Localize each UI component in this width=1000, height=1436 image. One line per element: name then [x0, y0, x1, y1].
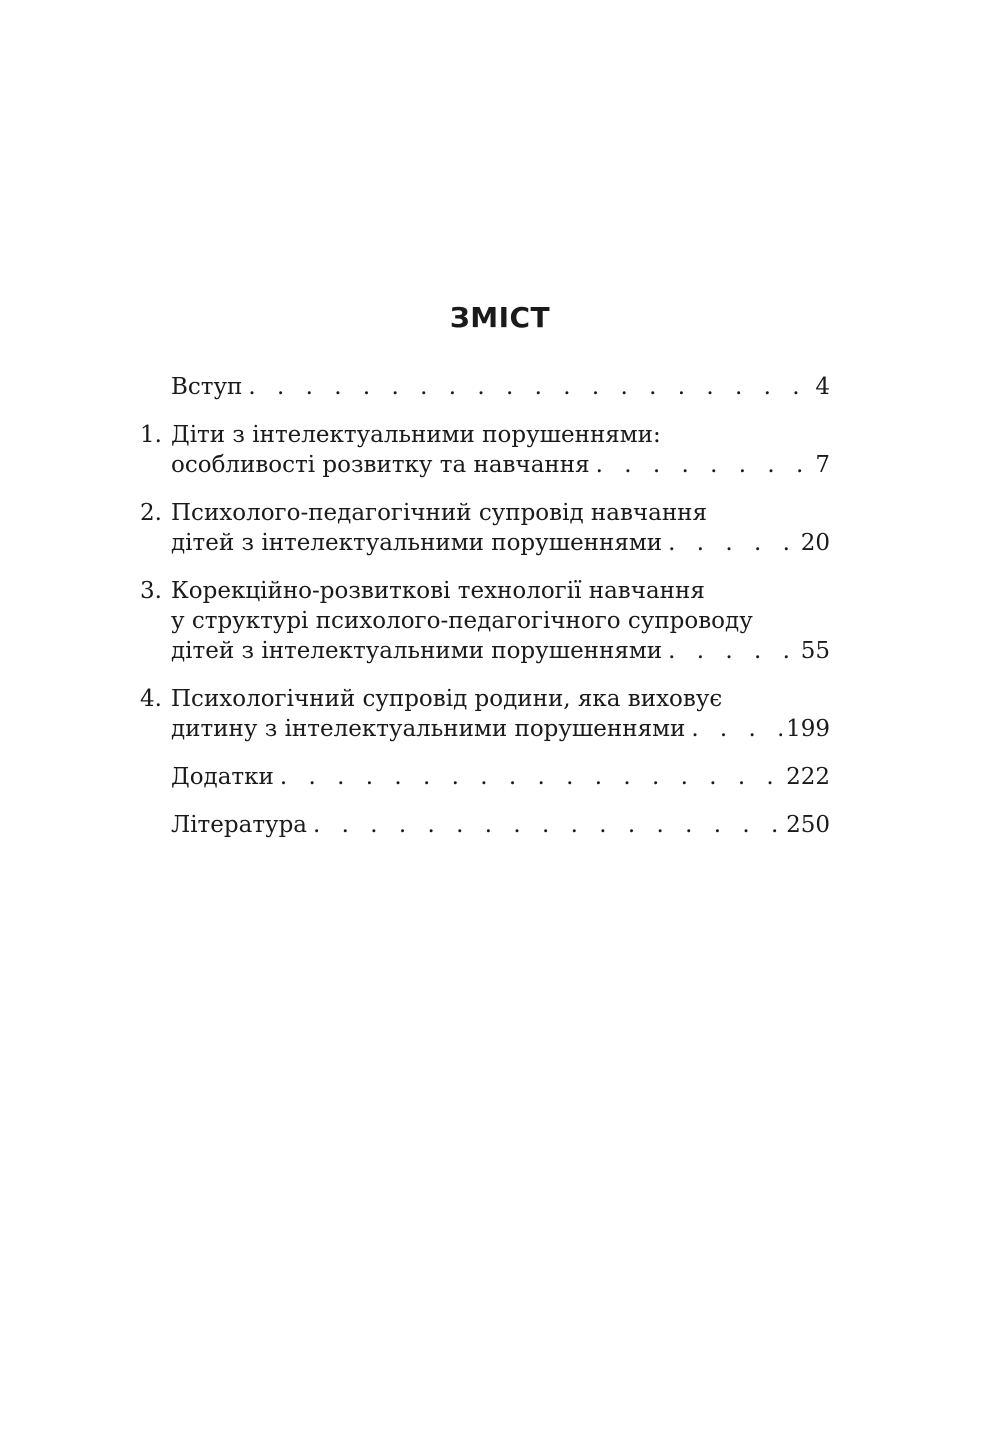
dot-leader	[662, 528, 797, 558]
toc-entry-title-line: дітей з інтелектуальними порушеннями	[171, 638, 663, 664]
toc-entry-chapter-3[interactable]	[140, 576, 830, 666]
toc-entry-title-line: Психолого-педагогічний супровід навчання	[171, 500, 708, 526]
toc-entry-title-line: Додатки	[171, 764, 274, 790]
toc-chapter-number: 3.	[140, 578, 162, 604]
dot-leader	[590, 450, 812, 480]
toc-chapter-number: 4.	[140, 686, 162, 712]
toc-page-number: 7	[815, 452, 830, 478]
toc-entry-title-line: у структурі психолого-педагогічного супроводу	[171, 608, 753, 634]
toc-entry-title-line: особливості розвитку та навчання	[171, 452, 590, 478]
toc-entry-title-line: дитину з інтелектуальними порушеннями	[171, 716, 686, 742]
toc-entry-title-line: дітей з інтелектуальними порушеннями	[171, 530, 663, 556]
toc-entry-chapter-1[interactable]	[140, 420, 830, 480]
toc-entry-title-line: Корекційно-розвиткові технології навчання	[171, 578, 705, 604]
toc-page-number: 55	[800, 638, 830, 664]
table-of-contents	[140, 372, 830, 840]
toc-page-number: 199	[786, 716, 830, 742]
toc-entry-introduction[interactable]	[140, 372, 830, 402]
dot-leader	[242, 372, 811, 402]
toc-entry-chapter-2[interactable]	[140, 498, 830, 558]
page-title: ЗМІСТ	[449, 301, 551, 334]
dot-leader	[307, 810, 782, 840]
toc-page-number: 222	[786, 764, 830, 790]
toc-page-number: 250	[786, 812, 830, 838]
toc-entry-title-line: Вступ	[171, 374, 243, 400]
toc-chapter-number: 1.	[140, 422, 162, 448]
dot-leader	[274, 762, 782, 792]
toc-entry-title-line: Діти з інтелектуальними порушеннями:	[171, 422, 661, 448]
toc-page-number: 4	[815, 374, 830, 400]
dot-leader	[685, 714, 782, 744]
toc-entry-chapter-4[interactable]	[140, 684, 830, 744]
toc-entry-references[interactable]	[140, 810, 830, 840]
dot-leader	[662, 636, 797, 666]
toc-entry-appendices[interactable]	[140, 762, 830, 792]
toc-chapter-number: 2.	[140, 500, 162, 526]
toc-page-number: 20	[800, 530, 830, 556]
toc-entry-title-line: Література	[171, 812, 308, 838]
toc-entry-title-line: Психологічний супровід родини, яка виховує	[171, 686, 723, 712]
